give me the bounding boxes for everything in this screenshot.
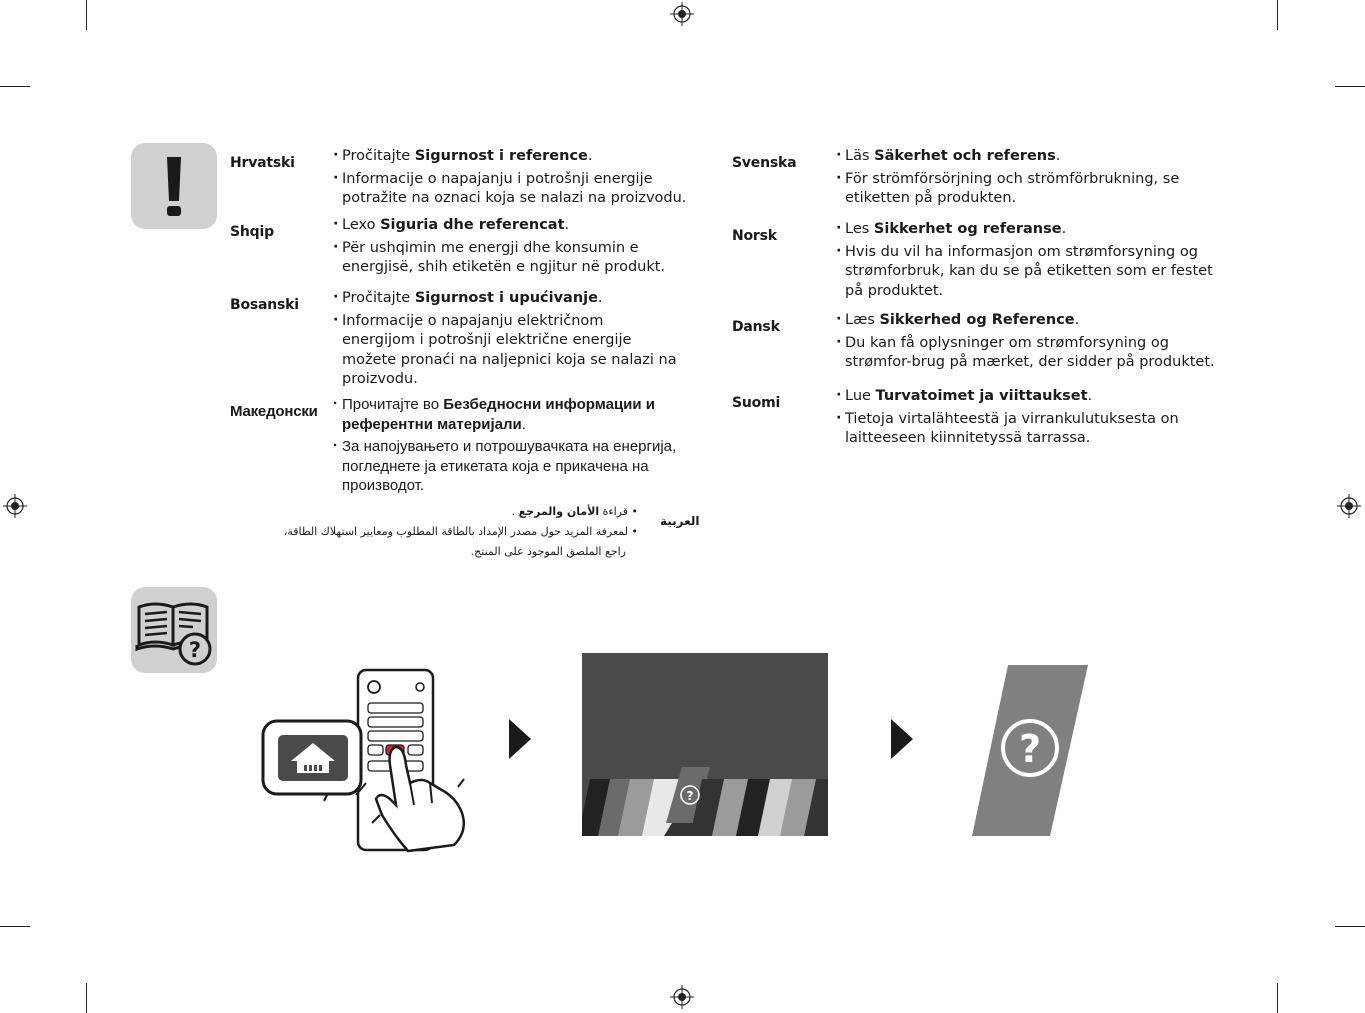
play-arrow-icon — [508, 719, 532, 759]
entry-makedonski — [333, 395, 693, 499]
language-label-dansk: Dansk — [732, 319, 780, 335]
power-info: • لمعرفة المزيد حول مصدر الإمداد بالطاقة المطلوب ومعايير استهلاك الطاقة، — [283, 525, 638, 538]
read-instruction: · Lue Turvatoimet ja viittaukset. — [836, 387, 1236, 407]
language-label-svenska: Svenska — [732, 155, 797, 171]
crop-mark — [1335, 86, 1365, 87]
svg-text:?: ? — [1018, 727, 1042, 771]
help-card-illustration — [970, 663, 1090, 838]
power-info: · Tietoja virtalähteestä ja virrankulutuksesta on laitteeseen kiinnitetyssä tarrassa. — [836, 410, 1236, 449]
crop-mark — [0, 86, 30, 87]
language-label-norsk: Norsk — [732, 228, 777, 244]
read-instruction: · Lexo Siguria dhe referencat. — [333, 216, 703, 236]
entry-hrvatski — [333, 147, 718, 212]
language-label-shqip: Shqip — [230, 224, 274, 240]
entry-bosanski — [333, 289, 678, 393]
power-info: · Du kan få oplysninger om strømforsyning og strømfor-brug på mærket, der sidder på produktet. — [836, 334, 1221, 373]
power-info: · Për ushqimin me energji dhe konsumin e energjisë, shih etiketën e ngjitur në produkt. — [333, 239, 703, 278]
power-info-cont: راجع الملصق الموجود على المنتج. — [470, 545, 626, 558]
entry-arabic — [283, 502, 638, 562]
warning-icon-box — [131, 143, 217, 229]
manual-icon-box — [131, 587, 217, 673]
language-label-bosanski: Bosanski — [230, 297, 299, 313]
language-label-arabic: العربية — [660, 514, 700, 528]
crop-mark — [0, 926, 30, 927]
crop-mark — [1335, 926, 1365, 927]
registration-mark-icon — [670, 2, 694, 26]
read-instruction: · Læs Sikkerhed og Reference. — [836, 311, 1221, 331]
power-info: · Informacije o napajanju električnom energijom i potrošnji električne energije možete pronaći na naljepnici koja se nalazi na proizvodu. — [333, 312, 678, 390]
read-instruction: · Pročitajte Sigurnost i upućivanje. — [333, 289, 678, 309]
play-arrow-icon — [890, 719, 914, 759]
read-instruction: · Läs Säkerhet och referens. — [836, 147, 1226, 167]
crop-mark — [1277, 0, 1278, 30]
svg-text:?: ? — [686, 789, 694, 803]
read-instruction: · Прочитајте во Безбедносни информации и референтни материјали. — [333, 395, 693, 434]
power-info: · Informacije o napajanju i potrošnji energije potražite na oznaci koja se nalazi na proizvodu. — [333, 170, 718, 209]
entry-dansk — [836, 311, 1221, 376]
read-instruction: · Pročitajte Sigurnost i reference. — [333, 147, 718, 167]
language-label-suomi: Suomi — [732, 395, 781, 411]
entry-norsk — [836, 220, 1216, 304]
read-instruction: · Les Sikkerhet og referanse. — [836, 220, 1216, 240]
exclamation-icon — [131, 143, 217, 229]
svg-text:?: ? — [188, 638, 202, 662]
tv-launcher-illustration — [582, 653, 828, 836]
book-help-icon — [131, 587, 217, 673]
registration-mark-icon — [670, 985, 694, 1009]
language-label-hrvatski: Hrvatski — [230, 155, 295, 171]
power-info: · За напојувањето и потрошувачката на енергија, погледнете ја етикетата која е прикачена на производот. — [333, 437, 693, 496]
remote-home-illustration — [258, 665, 473, 855]
crop-mark — [86, 983, 87, 1013]
registration-mark-icon — [3, 494, 27, 518]
registration-mark-icon — [1337, 494, 1361, 518]
entry-suomi — [836, 387, 1236, 452]
power-info: · För strömförsörjning och strömförbrukning, se etiketten på produkten. — [836, 170, 1226, 209]
entry-svenska — [836, 147, 1226, 212]
read-instruction: • قراءة الأمان والمرجع . — [511, 505, 638, 518]
entry-shqip — [333, 216, 703, 281]
power-info: · Hvis du vil ha informasjon om strømforsyning og strømforbruk, kan du se på etiketten som er festet på produktet. — [836, 243, 1216, 302]
crop-mark — [1277, 983, 1278, 1013]
crop-mark — [86, 0, 87, 30]
language-label-makedonski: Македонски — [230, 403, 318, 420]
